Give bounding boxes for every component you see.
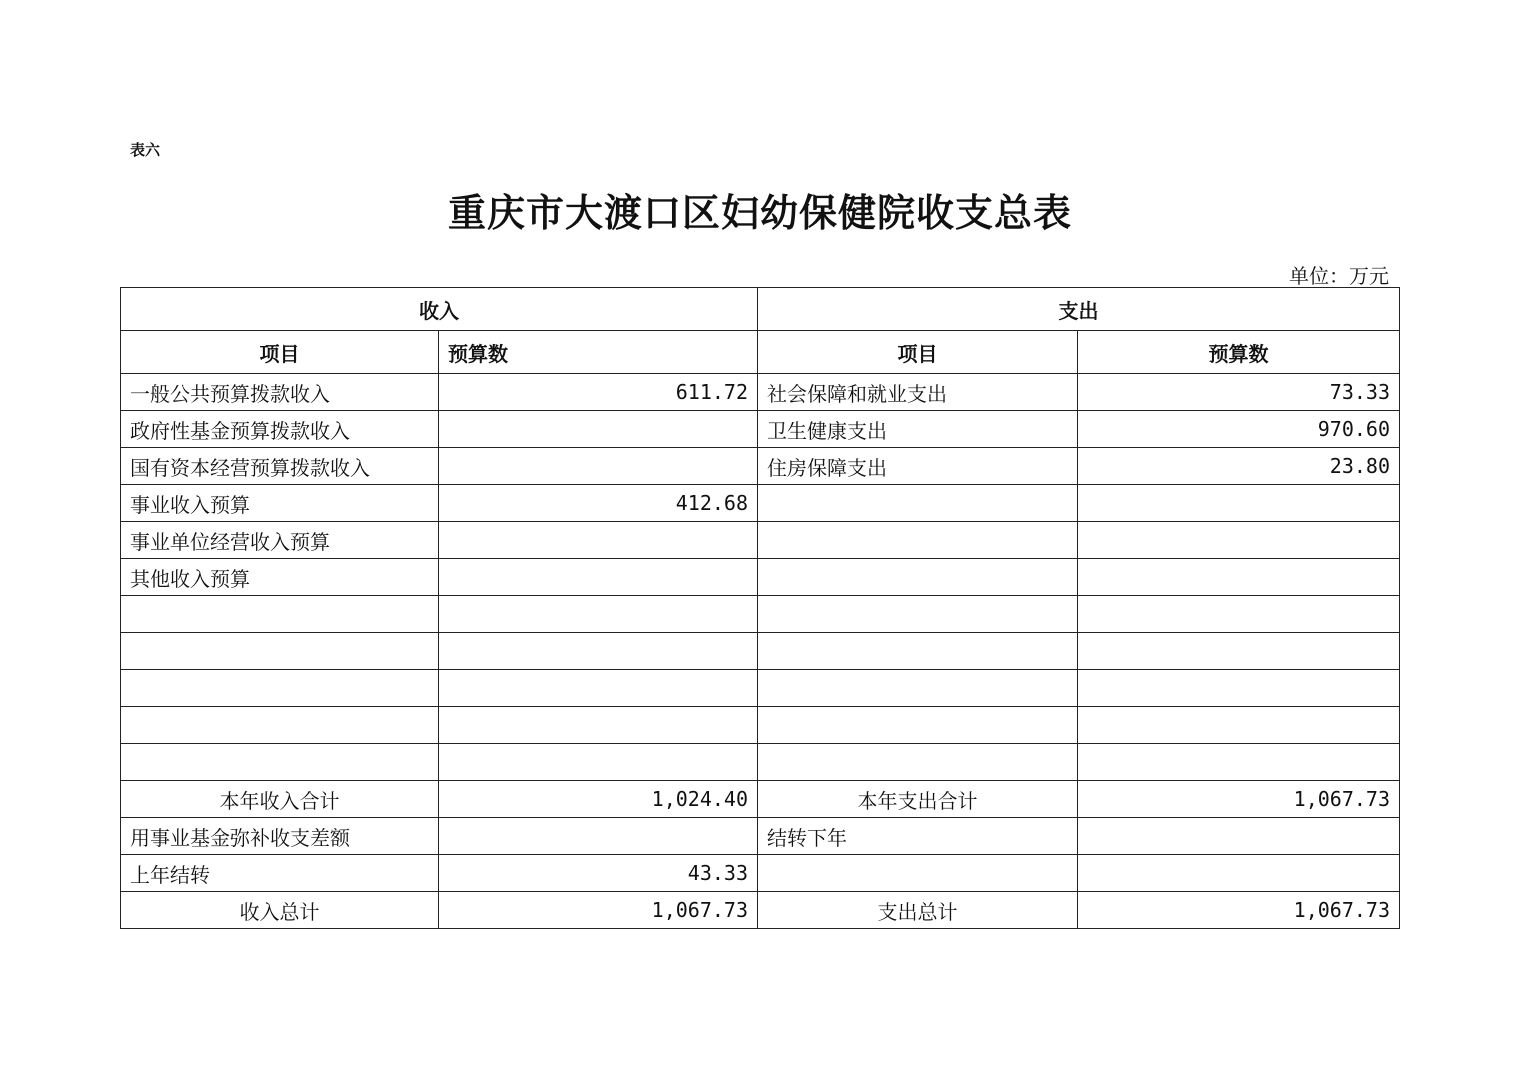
income-item: 其他收入预算 [121, 559, 439, 596]
subtotal-row [121, 781, 1400, 818]
expense-item: 结转下年 [758, 818, 1078, 855]
expense-value [1078, 485, 1400, 522]
expense-value: 970.60 [1078, 411, 1400, 448]
income-item [121, 707, 439, 744]
expense-subtotal-value: 1,067.73 [1078, 781, 1400, 818]
expense-item [758, 855, 1078, 892]
table-row [121, 485, 1400, 522]
income-value: 43.33 [439, 855, 758, 892]
expense-item [758, 707, 1078, 744]
unit-label: 单位：万元 [1289, 264, 1389, 288]
expense-section-header: 支出 [758, 288, 1400, 331]
expense-value [1078, 855, 1400, 892]
income-value [439, 633, 758, 670]
income-item-header: 项目 [121, 331, 439, 374]
income-value [439, 522, 758, 559]
total-row [121, 892, 1400, 929]
expense-item [758, 670, 1078, 707]
income-expense-table [120, 287, 1400, 929]
income-item: 事业收入预算 [121, 485, 439, 522]
income-value [439, 744, 758, 781]
expense-value: 73.33 [1078, 374, 1400, 411]
expense-value [1078, 596, 1400, 633]
table-row [121, 522, 1400, 559]
table-row [121, 855, 1400, 892]
table-row [121, 559, 1400, 596]
income-item [121, 670, 439, 707]
income-section-header: 收入 [121, 288, 758, 331]
income-value [439, 448, 758, 485]
expense-total-label: 支出总计 [758, 892, 1078, 929]
income-item: 国有资本经营预算拨款收入 [121, 448, 439, 485]
expense-item [758, 485, 1078, 522]
income-value [439, 411, 758, 448]
expense-item: 住房保障支出 [758, 448, 1078, 485]
income-value [439, 707, 758, 744]
expense-item [758, 522, 1078, 559]
income-budget-header: 预算数 [439, 331, 758, 374]
table-row [121, 633, 1400, 670]
section-header-row [121, 288, 1400, 331]
table-row [121, 707, 1400, 744]
expense-total-value: 1,067.73 [1078, 892, 1400, 929]
income-item [121, 596, 439, 633]
expense-item: 社会保障和就业支出 [758, 374, 1078, 411]
income-value [439, 596, 758, 633]
table-row [121, 670, 1400, 707]
income-value [439, 670, 758, 707]
expense-value [1078, 818, 1400, 855]
income-total-label: 收入总计 [121, 892, 439, 929]
expense-item [758, 559, 1078, 596]
expense-item-header: 项目 [758, 331, 1078, 374]
income-item: 事业单位经营收入预算 [121, 522, 439, 559]
income-value: 412.68 [439, 485, 758, 522]
expense-value: 23.80 [1078, 448, 1400, 485]
expense-subtotal-label: 本年支出合计 [758, 781, 1078, 818]
income-value [439, 818, 758, 855]
expense-item [758, 596, 1078, 633]
table-row [121, 744, 1400, 781]
income-item: 政府性基金预算拨款收入 [121, 411, 439, 448]
income-item: 上年结转 [121, 855, 439, 892]
expense-item [758, 744, 1078, 781]
table-row [121, 448, 1400, 485]
expense-value [1078, 633, 1400, 670]
income-subtotal-value: 1,024.40 [439, 781, 758, 818]
expense-item: 卫生健康支出 [758, 411, 1078, 448]
income-item: 一般公共预算拨款收入 [121, 374, 439, 411]
table-row [121, 818, 1400, 855]
document-title: 重庆市大渡口区妇幼保健院收支总表 [447, 190, 1072, 235]
expense-value [1078, 744, 1400, 781]
table-row [121, 596, 1400, 633]
income-value: 611.72 [439, 374, 758, 411]
expense-value [1078, 707, 1400, 744]
column-header-row [121, 331, 1400, 374]
expense-value [1078, 522, 1400, 559]
expense-value [1078, 670, 1400, 707]
income-item [121, 744, 439, 781]
income-total-value: 1,067.73 [439, 892, 758, 929]
income-subtotal-label: 本年收入合计 [121, 781, 439, 818]
income-item: 用事业基金弥补收支差额 [121, 818, 439, 855]
income-value [439, 559, 758, 596]
income-item [121, 633, 439, 670]
expense-value [1078, 559, 1400, 596]
table-number: 表六 [130, 141, 161, 159]
expense-budget-header: 预算数 [1078, 331, 1400, 374]
table-row [121, 411, 1400, 448]
expense-item [758, 633, 1078, 670]
table-row [121, 374, 1400, 411]
